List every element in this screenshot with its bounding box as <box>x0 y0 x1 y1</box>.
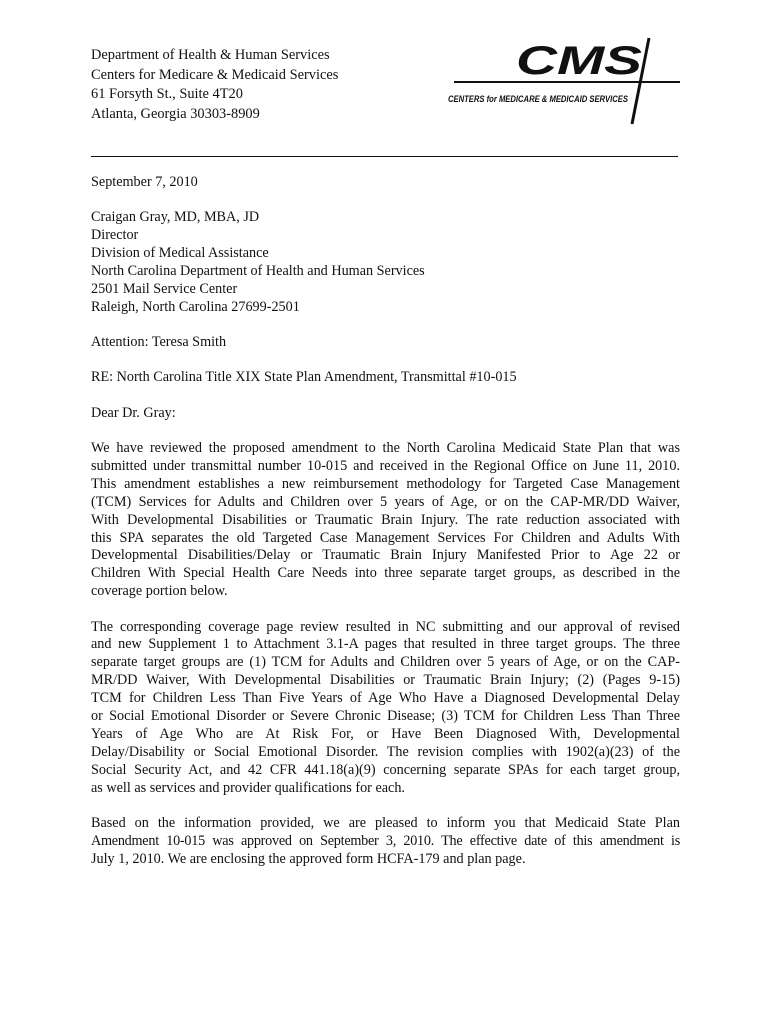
subject-line: RE: North Carolina Title XIX State Plan Amendment, Transmittal #10-015 <box>91 369 517 386</box>
salutation: Dear Dr. Gray: <box>91 404 176 421</box>
paragraph-3 <box>91 815 680 869</box>
paragraph-line: The corresponding coverage page review resulted in NC submitting and our approval of revised <box>91 618 680 635</box>
cms-logo-mark: CMS <box>516 39 643 83</box>
paragraph-line: Developmental Disabilities/Delay or Traumatic Brain Injury Manifested Prior to Age 22 or <box>91 547 680 564</box>
paragraph-1 <box>91 440 680 601</box>
paragraph-2 <box>91 619 680 798</box>
letterhead-divider <box>91 156 678 157</box>
recipient-street: 2501 Mail Service Center <box>91 280 238 297</box>
attention-line: Attention: Teresa Smith <box>91 334 227 351</box>
recipient-address <box>91 209 680 316</box>
cms-logo <box>444 30 684 126</box>
paragraph-line: this SPA separates the old Targeted Case Management Services For Children and Adults With <box>91 529 680 546</box>
paragraph-line: Amendment 10-015 was approved on September 3, 2010. The effective date of this amendment is <box>91 832 680 849</box>
paragraph-line: TCM for Children Less Than Five Years of Age Who Have a Diagnosed Developmental Delay <box>91 690 680 707</box>
sender-city: Atlanta, Georgia 30303-8909 <box>91 105 260 122</box>
paragraph-line: Based on the information provided, we are pleased to inform you that Medicaid State Plan <box>91 815 680 832</box>
paragraph-line: and new Supplement 1 to Attachment 3.1-A pages that resulted in three target groups. The three <box>91 636 680 653</box>
sender-agency: Centers for Medicare & Medicaid Services <box>91 66 339 83</box>
paragraph-line: or Social Emotional Disorder or Severe Chronic Disease; (3) TCM for Children Less Than Three <box>91 708 680 725</box>
letter-body <box>91 174 680 869</box>
paragraph-line: Children With Special Health Care Needs into three separate target groups, as described in the <box>91 565 680 582</box>
cms-logo-tagline: CENTERS for MEDICARE & MEDICAID SERVICES <box>448 94 628 104</box>
recipient-division: Division of Medical Assistance <box>91 245 269 262</box>
paragraph-line: Delay/Disability or Social Emotional Disorder. The revision complies with 1902(a)(23) of the <box>91 743 680 760</box>
paragraph-line: With Developmental Disabilities or Traumatic Brain Injury. The rate reduction associated with <box>91 511 680 528</box>
paragraph-line: coverage portion below. <box>91 583 228 600</box>
paragraph-line: MR/DD Waiver, With Developmental Disabilities or Traumatic Brain Injury; (2) (Pages 9-15) <box>91 672 680 689</box>
paragraph-line: submitted under transmittal number 10-015 and received in the Regional Office on June 11, 2010. <box>91 457 680 474</box>
recipient-department: North Carolina Department of Health and Human Services <box>91 263 425 280</box>
paragraph-line: as well as services and provider qualifications for each. <box>91 779 405 796</box>
recipient-title: Director <box>91 227 139 244</box>
paragraph-line: Years of Age Who are At Risk For, or Have Been Diagnosed With, Developmental <box>91 726 680 742</box>
paragraph-line: Social Security Act, and 42 CFR 441.18(a)(9) concerning separate SPAs for each target group, <box>91 761 680 778</box>
paragraph-line: (TCM) Services for Adults and Children over 5 years of Age, or on the CAP-MR/DD Waiver, <box>91 493 680 510</box>
paragraph-line: We have reviewed the proposed amendment to the North Carolina Medicaid State Plan that was <box>91 440 680 457</box>
sender-address <box>91 46 338 124</box>
sender-department: Department of Health & Human Services <box>91 47 330 63</box>
sender-street: 61 Forsyth St., Suite 4T20 <box>91 86 243 103</box>
recipient-name: Craigan Gray, MD, MBA, JD <box>91 209 260 226</box>
paragraph-line: separate target groups are (1) TCM for Adults and Children over 5 years of Age, or on the CAP- <box>91 654 680 671</box>
recipient-city: Raleigh, North Carolina 27699-2501 <box>91 298 300 315</box>
paragraph-line: July 1, 2010. We are enclosing the approved form HCFA-179 and plan page. <box>91 850 526 867</box>
letter-date: September 7, 2010 <box>91 174 198 190</box>
paragraph-line: This amendment establishes a new reimbursement methodology for Targeted Case Management <box>91 475 680 492</box>
